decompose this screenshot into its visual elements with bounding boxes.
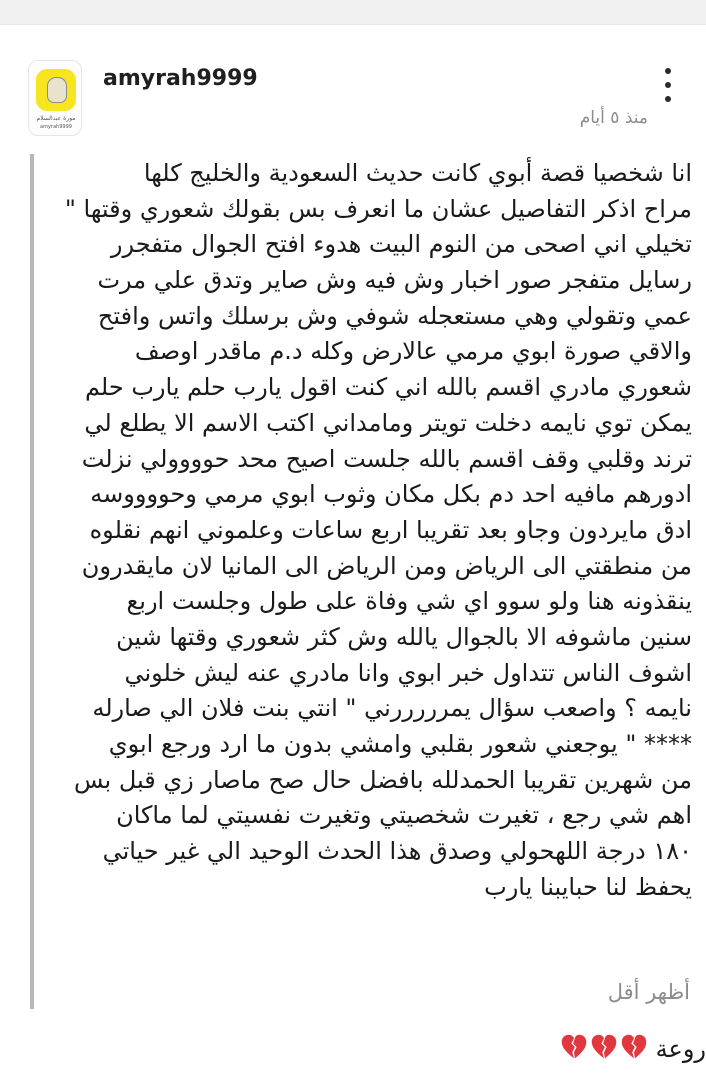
post-body-line: يمكن توي نايمه دخلت تويتر ومامداني اكتب الاسم الا يطلع لي <box>84 408 692 437</box>
post-body-line: سنين ماشوفه الا بالجوال يالله وش كثر شعوري وقتها شين <box>116 622 692 651</box>
post-body-line: تخيلي اني اصحى من النوم البيت هدوء افتح الجوال متفجرر <box>110 230 692 259</box>
post-body-line: شعوري مادري اقسم بالله اني كنت اقول يارب حلم يارب حلم <box>84 373 692 402</box>
snapchat-ghost-icon <box>36 69 76 111</box>
broken-heart-icon <box>560 1033 588 1061</box>
quote-bar <box>30 154 34 1009</box>
post-body-line: اهم شي رجع ، تغيرت شخصيتي وتغيرت نفسيتي لما ماكان <box>116 801 692 830</box>
reply-emoji-row <box>560 1033 650 1065</box>
post-body-line: رسايل متفجر صور اخبار وش فيه وش صاير وتدق علي مرت <box>97 266 692 295</box>
username[interactable]: amyrah9999 <box>103 66 258 91</box>
post-body-line: ادورهم مافيه احد دم بكل مكان وثوب ابوي مرمي وحووووسه <box>90 480 692 509</box>
more-options-icon[interactable] <box>660 68 676 104</box>
post-body-line: عمي وتقولي وهي مستعجله شوفي وش برسلك واتس وافتح <box>97 301 692 330</box>
avatar-handle: amyrah9999 <box>40 124 72 130</box>
divider <box>0 24 706 25</box>
post-body-line: نايمه ؟ واصعب سؤال يمرررررني " انتي بنت فلان الي صارله <box>92 694 692 723</box>
post-body <box>40 156 692 905</box>
reply-text: روعة <box>655 1035 706 1063</box>
post-body-line: من منطقتي الى الرياض ومن الرياض الى المانيا لان مايقدرون <box>81 551 692 580</box>
profile-photo <box>47 77 67 103</box>
post-body-line: ترند وقلبي وقف اقسم بالله جلست اصيح محد حوووولي نزلت <box>81 444 692 473</box>
post-body-line: والاقي صورة ابوي مرمي عالارض وكله د.م ماقدر اوصف <box>134 337 692 366</box>
reply-comment <box>560 1033 706 1065</box>
top-strip <box>0 0 706 24</box>
broken-heart-icon <box>590 1033 618 1061</box>
post-body-line: ادق مايردون وجاو بعد تقريبا اربع ساعات وعلموني انهم نقلوه <box>89 515 692 544</box>
broken-heart-icon <box>620 1033 648 1061</box>
post-body-line: من شهرين تقريبا الحمدلله بافضل حال صح ماصار زي قبل بس <box>73 765 692 794</box>
avatar[interactable] <box>28 60 82 136</box>
post-body-line: اشوف الناس تتداول خبر ابوي وانا مادري عنه ليش خلوني <box>124 658 692 687</box>
timestamp: منذ ٥ أيام <box>579 108 648 128</box>
post-body-line: ينقذونه هنا ولو سوو اي شي وفاة على طول وجلست اربع <box>126 587 692 616</box>
avatar-caption: مورة عبدالسلام <box>36 115 76 122</box>
show-less-link[interactable]: أظهر أقل <box>607 980 690 1004</box>
post-body-line: ١٨٠ درجة اللهحولي وصدق هذا الحدث الوحيد الي غير حياتي <box>102 837 692 866</box>
post-body-line: **** " يوجعني شعور بقلبي وامشي بدون ما ارد ورجع ابوي <box>108 730 692 758</box>
post-body-line: انا شخصيا قصة أبوي كانت حديث السعودية والخليج كلها <box>143 159 692 187</box>
post-body-line: مراح اذكر التفاصيل عشان ما انعرف بس بقولك شعوري وقتها " <box>64 194 692 223</box>
post-body-line: يحفظ لنا حبايبنا يارب <box>484 872 692 901</box>
